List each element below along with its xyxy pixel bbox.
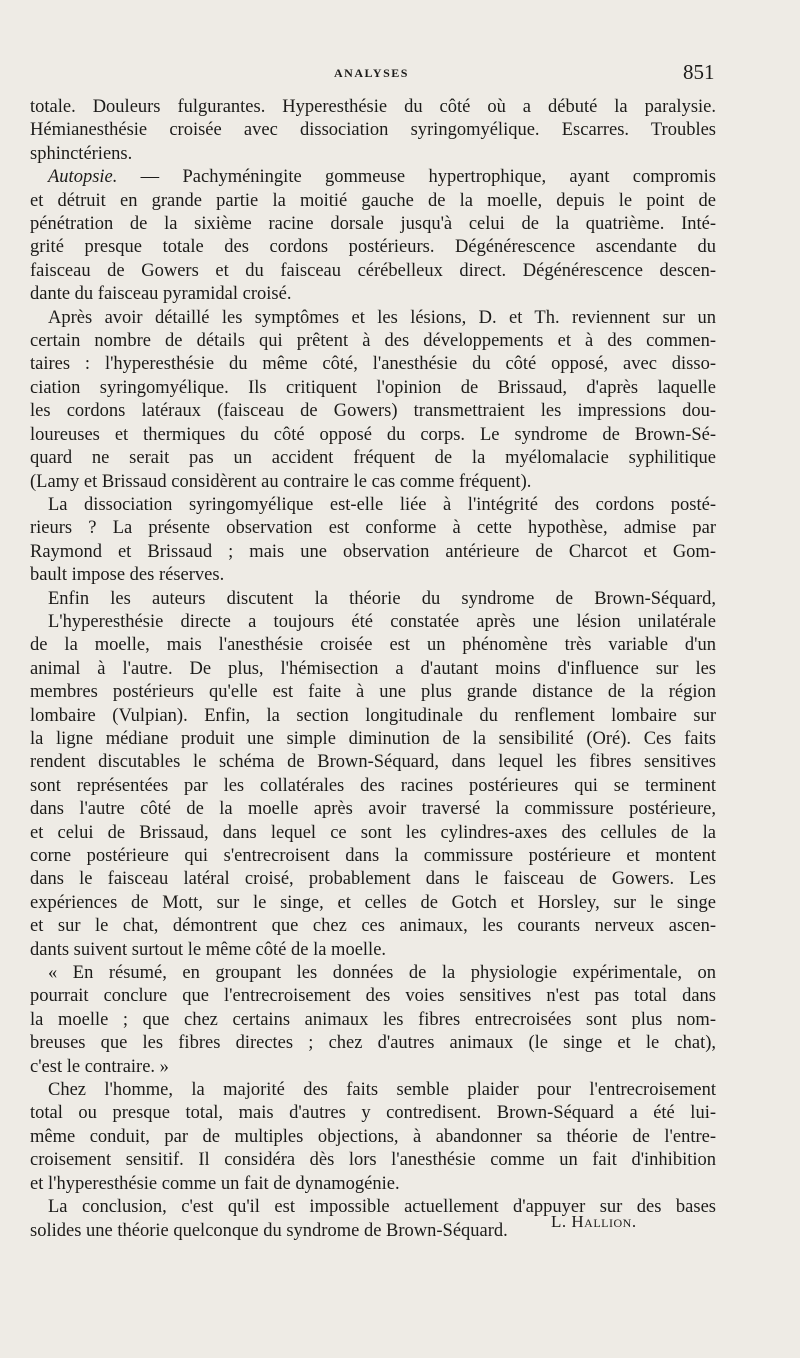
text-line: « En résumé, en groupant les données de la physiologie expérimentale, on [48,963,716,984]
author-signature [551,1212,637,1232]
text-line: loureuses et thermiques du côté opposé du corps. Le syndrome de Brown-Sé- [30,424,716,445]
text-line: dante du faisceau pyramidal croisé. [30,284,292,305]
text-line: de la moelle, mais l'anesthésie croisée est un phénomène très variable d'un [30,635,716,656]
text-line: dans le faisceau latéral croisé, probablement dans le faisceau de Gowers. Les [30,869,716,890]
text-line: dants suivent surtout le même côté de la moelle. [30,939,387,960]
text-line: lombaire (Vulpian). Enfin, la section longitudinale du renflement lombaire sur [30,705,716,726]
text-line: expériences de Mott, sur le singe, et celles de Gotch et Horsley, sur le singe [30,892,716,913]
text-line: grité presque totale des cordons postérieurs. Dégénérescence ascendante du [30,237,716,258]
running-head [0,58,800,88]
text-line: La dissociation syringomyélique est-elle liée à l'intégrité des cordons posté- [48,494,716,515]
text-line: Autopsie. — Pachyméningite gommeuse hypertrophique, ayant compromis [48,167,716,188]
text-line: et celui de Brissaud, dans lequel ce sont les cylindres-axes des cellules de la [30,822,716,843]
text-line: taires : l'hyperesthésie du même côté, l'anesthésie du côté opposé, avec disso- [30,354,716,375]
text-line: c'est le contraire. » [30,1056,169,1077]
text-line: Chez l'homme, la majorité des faits semble plaider pour l'entrecroisement [48,1080,716,1101]
text-line: dans l'autre côté de la moelle après avoir traversé la commissure postérieure, [30,799,716,820]
text-line: Après avoir détaillé les symptômes et les lésions, D. et Th. reviennent sur un [48,307,716,328]
running-title: ANALYSES [334,66,409,80]
text-line: pourrait conclure que l'entrecroisement des voies sensitives n'est pas total dans [30,986,716,1007]
text-line: la moelle ; que chez certains animaux les fibres entrecroisées sont plus nom- [30,1009,716,1030]
text-line: rieurs ? La présente observation est conforme à cette hypothèse, admise par [30,518,716,539]
author-initial: L. [551,1212,567,1231]
text-line: breuses que les fibres directes ; chez d'autres animaux (le singe et le chat), [30,1033,716,1054]
text-line: croisement sensitif. Il considéra dès lors l'anesthésie comme un fait d'inhibition [30,1150,716,1171]
text-line: L'hyperesthésie directe a toujours été constatée après une lésion unilatérale [48,611,716,632]
text-line: Hémianesthésie croisée avec dissociation syringomyélique. Escarres. Troubles [30,120,716,141]
text-line: même conduit, par de multiples objections, à abandonner sa théorie de l'entre- [30,1126,716,1147]
text-line: (Lamy et Brissaud considèrent au contraire le cas comme fréquent). [30,471,532,492]
text-line: totale. Douleurs fulgurantes. Hyperesthésie du côté où a débuté la paralysie. [30,97,716,117]
text-line: solides une théorie quelconque du syndrome de Brown-Séquard. [30,1220,508,1241]
text-line: bault impose des réserves. [30,565,225,586]
text-line: et l'hyperesthésie comme un fait de dynamogénie. [30,1173,400,1194]
author-name: Hallion. [571,1212,637,1231]
text-line: et sur le chat, démontrent que chez ces animaux, les courants nerveux ascen- [30,916,716,937]
text-line: Enfin les auteurs discutent la théorie du syndrome de Brown-Séquard, [48,588,716,609]
text-line: Raymond et Brissaud ; mais une observation antérieure de Charcot et Gom- [30,541,716,562]
text-line: animal à l'autre. De plus, l'hémisection a d'autant moins d'influence sur les [30,658,716,679]
text-line: sphinctériens. [30,143,133,164]
body-text [30,96,716,1243]
text-line: et détruit en grande partie la moitié gauche de la moelle, depuis le point de [30,190,716,211]
text-line: corne postérieure qui s'entrecroisent dans la commissure postérieure et montent [30,846,716,866]
text-line: membres postérieurs qu'elle est faite à une plus grande distance de la région [30,682,716,703]
text-line: sont représentées par les collatérales des racines postérieures qui se terminent [30,775,716,796]
text-line: certain nombre de détails qui prêtent à des développements et à des commen- [30,331,716,352]
text-line: les cordons latéraux (faisceau de Gowers) transmettraient les impressions dou- [30,401,716,422]
text-line: faisceau de Gowers et du faisceau cérébelleux direct. Dégénérescence descen- [30,260,716,281]
text-line: la ligne médiane produit une simple diminution de la sensibilité (Oré). Ces faits [30,728,716,749]
text-line: La conclusion, c'est qu'il est impossible actuellement d'appuyer sur des bases [48,1197,716,1218]
text-line: pénétration de la sixième racine dorsale jusqu'à celui de la quatrième. Inté- [30,214,716,235]
text-line: rendent discutables le schéma de Brown-Séquard, dans lequel les fibres sensitives [30,752,716,773]
text-line: total ou presque total, mais d'autres y contredisent. Brown-Séquard a été lui- [30,1103,716,1124]
page-number: 851 [683,60,715,84]
text-line: quard ne serait pas un accident fréquent de la myélomalacie syphilitique [30,448,716,469]
text-line: ciation syringomyélique. Ils critiquent l'opinion de Brissaud, d'après laquelle [30,377,716,398]
